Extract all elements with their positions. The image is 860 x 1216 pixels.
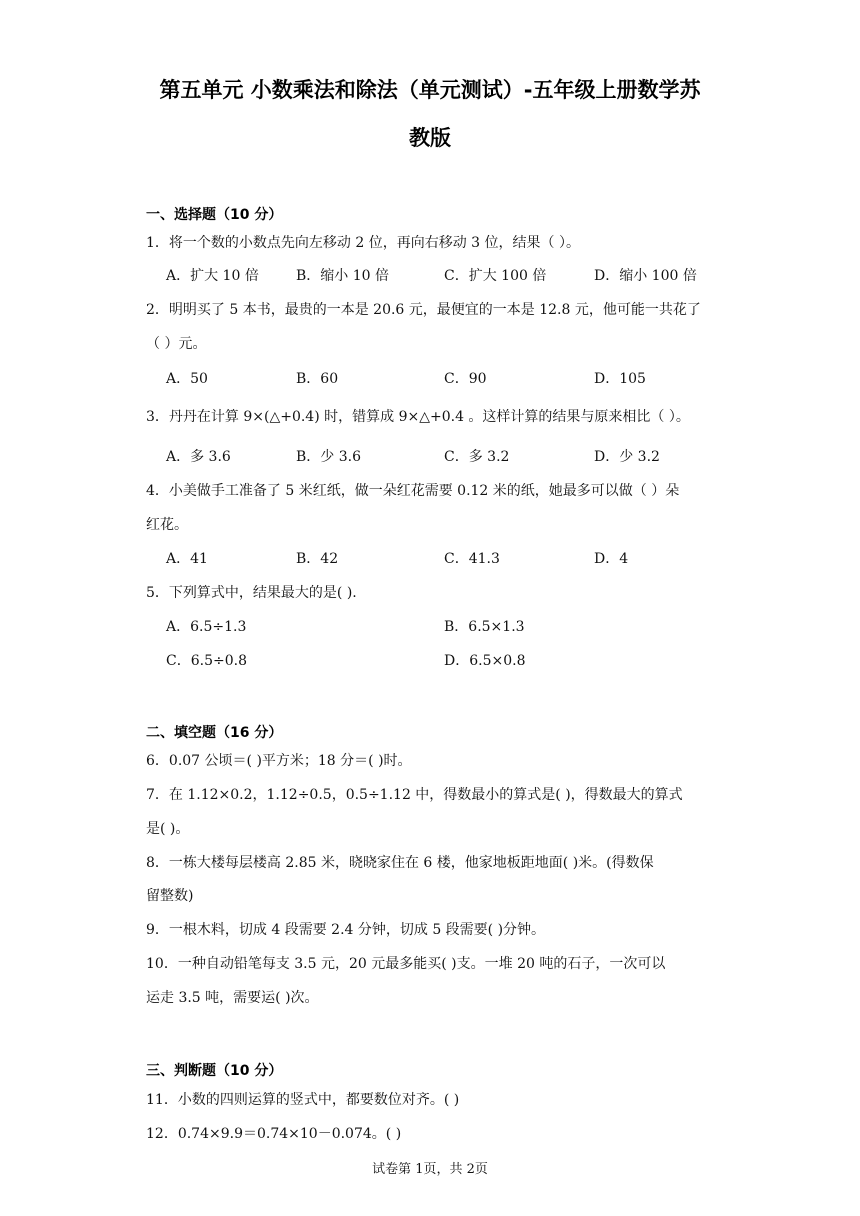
question-7-continued: 是( )。 xyxy=(146,821,190,837)
question-9: 9．一根木料，切成 4 段需要 2.4 分钟，切成 5 段需要( )分钟。 xyxy=(146,922,546,938)
question-3: 3．丹丹在计算 9×(△+0.4) 时，错算成 9×△+0.4 。这样计算的结果与原来相比（ ）。 xyxy=(146,409,690,425)
section-heading-judge: 三、判断题（10 分） xyxy=(146,1063,283,1079)
option-5b: B．6.5×1.3 xyxy=(444,619,525,635)
option-4c: C．41.3 xyxy=(444,551,500,567)
option-2d: D．105 xyxy=(594,371,646,387)
question-10-continued: 运走 3.5 吨，需要运( )次。 xyxy=(146,990,319,1006)
question-2: 2．明明买了 5 本书，最贵的一本是 20.6 元，最便宜的一本是 12.8 元，他可能一共花了 xyxy=(146,302,701,318)
section-heading-fill: 二、填空题（16 分） xyxy=(146,725,283,741)
question-6: 6．0.07 公顷＝( )平方米；18 分＝( )时。 xyxy=(146,753,412,769)
option-4d: D．4 xyxy=(594,551,629,567)
option-2a: A．50 xyxy=(166,371,208,387)
page-title-line2: 教版 xyxy=(409,126,451,150)
option-1c: C．扩大 100 倍 xyxy=(444,268,547,284)
option-1d: D．缩小 100 倍 xyxy=(594,268,697,284)
option-5c: C．6.5÷0.8 xyxy=(166,653,247,669)
option-4a: A．41 xyxy=(166,551,208,567)
option-5d: D．6.5×0.8 xyxy=(444,653,526,669)
option-5a: A．6.5÷1.3 xyxy=(166,619,247,635)
question-4-continued: 红花。 xyxy=(146,517,188,533)
page-title-line1: 第五单元 小数乘法和除法（单元测试）-五年级上册数学苏 xyxy=(159,78,701,102)
option-3b: B．少 3.6 xyxy=(296,449,362,465)
option-1b: B．缩小 10 倍 xyxy=(296,268,390,284)
option-3a: A．多 3.6 xyxy=(166,449,231,465)
option-4b: B．42 xyxy=(296,551,339,567)
question-5: 5．下列算式中，结果最大的是( ). xyxy=(146,585,357,601)
question-10: 10．一种自动铅笔每支 3.5 元，20 元最多能买( )支。一堆 20 吨的石子，一次可以 xyxy=(146,956,666,972)
question-2-continued: （ ）元。 xyxy=(146,336,207,352)
question-8-continued: 留整数) xyxy=(146,888,194,904)
question-11: 11．小数的四则运算的竖式中，都要数位对齐。( ) xyxy=(146,1092,460,1108)
page-footer: 试卷第 1页，共 2页 xyxy=(372,1162,488,1177)
question-7: 7．在 1.12×0.2，1.12÷0.5，0.5÷1.12 中，得数最小的算式是( )，得数最大的算式 xyxy=(146,787,683,803)
question-4: 4．小美做手工准备了 5 米红纸，做一朵红花需要 0.12 米的纸，她最多可以做（ ）朵 xyxy=(146,483,680,499)
option-2b: B．60 xyxy=(296,371,339,387)
option-3c: C．多 3.2 xyxy=(444,449,510,465)
question-8: 8．一栋大楼每层楼高 2.85 米，晓晓家住在 6 楼，他家地板距地面( )米。(得数保 xyxy=(146,855,654,871)
option-3d: D．少 3.2 xyxy=(594,449,660,465)
section-heading-choice: 一、选择题（10 分） xyxy=(146,207,283,223)
option-1a: A．扩大 10 倍 xyxy=(166,268,259,284)
question-12: 12．0.74×9.9＝0.74×10－0.074。( ) xyxy=(146,1126,402,1142)
option-2c: C．90 xyxy=(444,371,487,387)
question-1: 1．将一个数的小数点先向左移动 2 位，再向右移动 3 位，结果（ ）。 xyxy=(146,235,580,251)
